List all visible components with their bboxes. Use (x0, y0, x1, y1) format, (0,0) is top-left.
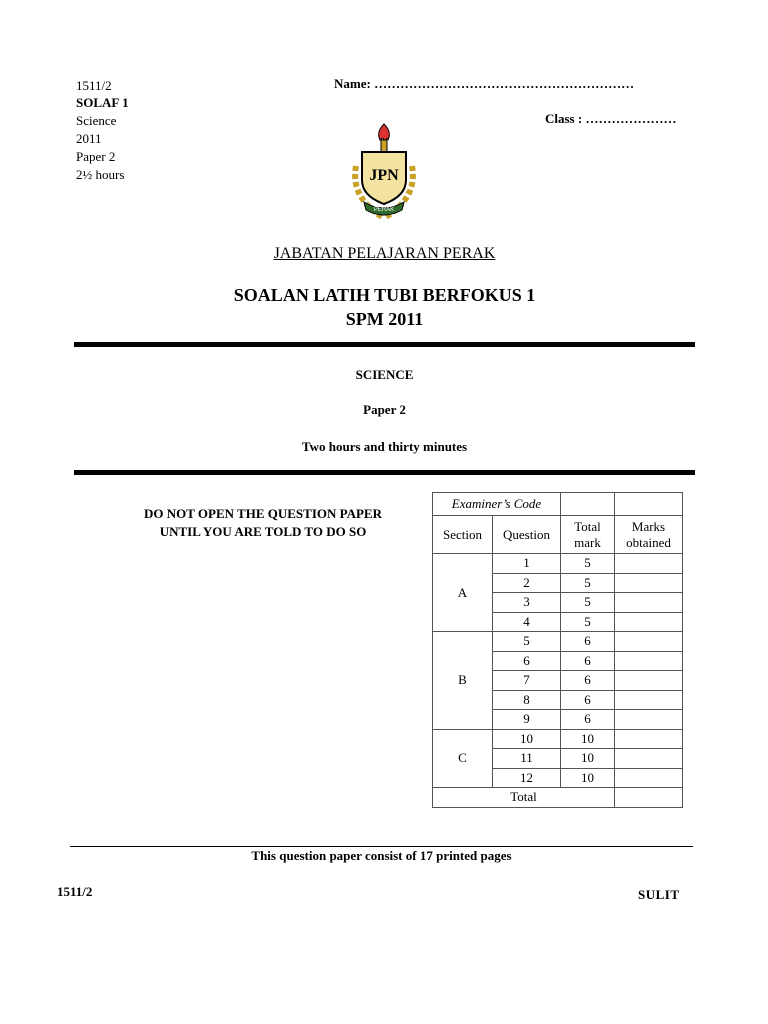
total-mark: 10 (561, 729, 615, 749)
total-mark: 10 (561, 768, 615, 788)
col-total-mark-line1: Total (574, 518, 601, 534)
marks-obtained-cell[interactable] (615, 710, 683, 730)
subject-meta: Science (76, 113, 117, 128)
col-total-mark (561, 516, 615, 554)
perak-education-logo (336, 118, 432, 226)
total-mark: 6 (561, 690, 615, 710)
col-marks-obtained (615, 516, 683, 554)
question-number: 11 (493, 749, 561, 769)
total-label: Total (433, 788, 615, 808)
col-section: Section (433, 516, 493, 554)
year-meta: 2011 (76, 131, 102, 146)
col-question: Question (493, 516, 561, 554)
section-c: C (433, 729, 493, 788)
department-title: JABATAN PELAJARAN PERAK (273, 245, 496, 262)
col-total-mark-line2: mark (574, 534, 601, 550)
instruction-line-2: UNTIL YOU ARE TOLD TO DO SO (159, 524, 367, 539)
paper-heading: Paper 2 (363, 402, 406, 417)
question-number: 3 (493, 593, 561, 613)
paper-code: 1511/2 (76, 78, 112, 93)
marks-obtained-cell[interactable] (615, 768, 683, 788)
examiner-code-label: Examiner’s Code (433, 493, 561, 516)
marks-obtained-cell[interactable] (615, 651, 683, 671)
section-b: B (433, 632, 493, 730)
question-number: 4 (493, 612, 561, 632)
question-number: 8 (493, 690, 561, 710)
table-row (433, 632, 683, 652)
class-field: Class : ………………… (545, 111, 677, 126)
examiner-code-table (432, 492, 683, 808)
marks-obtained-cell[interactable] (615, 573, 683, 593)
instruction (110, 505, 416, 541)
table-row (433, 554, 683, 574)
total-mark: 6 (561, 671, 615, 691)
marks-obtained-cell[interactable] (615, 749, 683, 769)
exam-title: SOALAN LATIH TUBI BERFOKUS 1 (233, 285, 536, 305)
total-mark: 5 (561, 612, 615, 632)
name-field: Name: …………………………………………………… (334, 76, 635, 91)
marks-obtained-cell[interactable] (615, 593, 683, 613)
subject-heading: SCIENCE (355, 367, 414, 382)
total-mark: 10 (561, 749, 615, 769)
question-number: 9 (493, 710, 561, 730)
question-number: 10 (493, 729, 561, 749)
exam-year-title: SPM 2011 (345, 309, 424, 329)
marks-obtained-cell[interactable] (615, 612, 683, 632)
marks-obtained-cell[interactable] (615, 690, 683, 710)
marks-obtained-cell[interactable] (615, 554, 683, 574)
divider-top (74, 342, 695, 347)
total-marks-obtained-cell[interactable] (615, 788, 683, 808)
total-mark: 6 (561, 651, 615, 671)
table-row (433, 729, 683, 749)
col-marks-obtained-line2: obtained (626, 534, 671, 550)
marks-obtained-cell[interactable] (615, 729, 683, 749)
total-mark: 6 (561, 710, 615, 730)
footer-code: 1511/2 (57, 884, 93, 899)
divider-bottom (74, 470, 695, 475)
paper-meta: Paper 2 (76, 149, 116, 164)
total-mark: 5 (561, 573, 615, 593)
logo-ribbon-text: PERAK (373, 207, 395, 213)
pages-note: This question paper consist of 17 printed pages (251, 848, 512, 863)
question-number: 1 (493, 554, 561, 574)
marks-obtained-cell[interactable] (615, 671, 683, 691)
question-number: 6 (493, 651, 561, 671)
logo-emblem-letters: JPN (369, 167, 399, 184)
duration-heading: Two hours and thirty minutes (301, 439, 468, 454)
duration-meta: 2½ hours (76, 167, 125, 182)
footer-rule (70, 846, 693, 847)
total-mark: 5 (561, 554, 615, 574)
question-number: 2 (493, 573, 561, 593)
marks-obtained-cell[interactable] (615, 632, 683, 652)
table-total-row (433, 788, 683, 808)
section-a: A (433, 554, 493, 632)
solaf-set: SOLAF 1 (76, 95, 129, 110)
question-number: 12 (493, 768, 561, 788)
total-mark: 5 (561, 593, 615, 613)
question-number: 7 (493, 671, 561, 691)
question-number: 5 (493, 632, 561, 652)
col-marks-obtained-line1: Marks (631, 518, 666, 534)
instruction-line-1: DO NOT OPEN THE QUESTION PAPER (143, 506, 382, 521)
sulit-label: SULIT (638, 887, 680, 902)
total-mark: 6 (561, 632, 615, 652)
